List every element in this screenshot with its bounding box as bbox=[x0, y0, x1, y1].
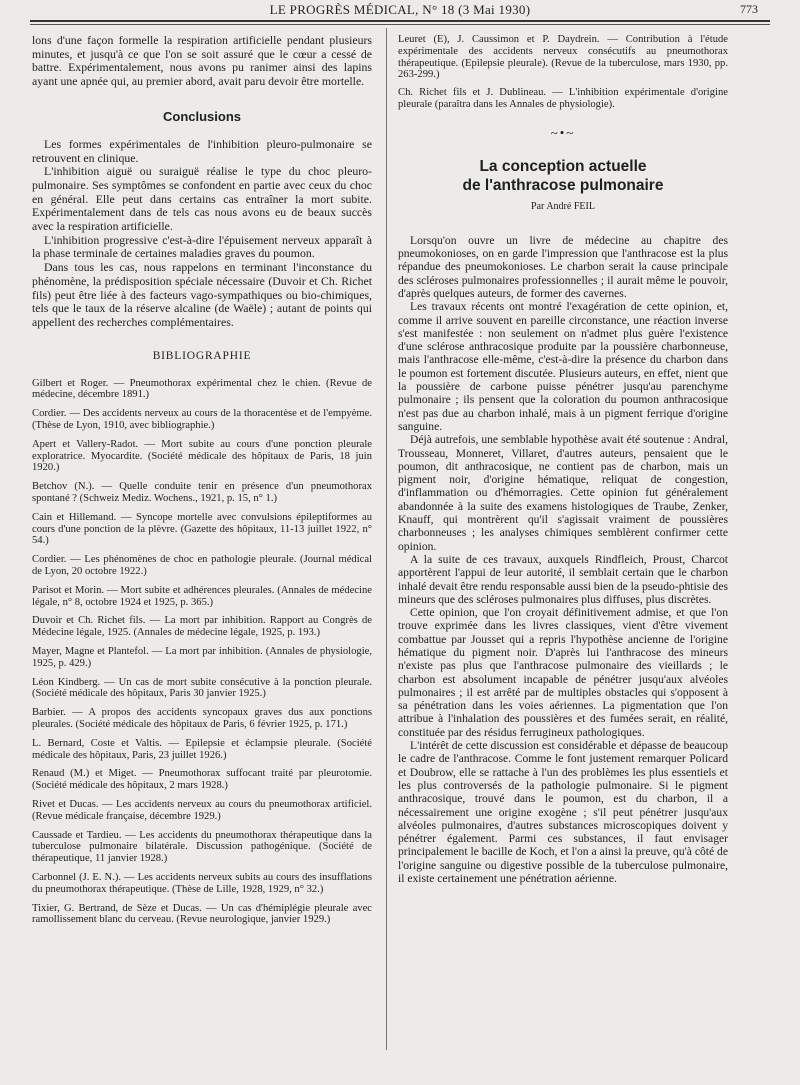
article-paragraph: Lorsqu'on ouvre un livre de médecine au chapitre des pneumokonioses, on en garde l'impression que l'anthracose est la plus répandue des pneumokonioses. Le charbon serait la cause principale des scléroses pulmonaires professionnelles ; il aurait même le pouvoir, d'après quelques auteurs, de former des cavernes. bbox=[398, 233, 728, 300]
article-title-line-1: La conception actuelle bbox=[479, 157, 647, 175]
article-paragraph: A la suite de ces travaux, auxquels Rindfleich, Proust, Charcot apportèrent l'appui de leur autorité, il semblait certain que le charbon inhalé devait être rendu responsable aussi bien de la pseudo-phtisie des mineurs que des scléroses pulmonaires plus diffuses, plus discrètes. bbox=[398, 552, 728, 606]
conclusion-paragraph-2: L'inhibition aiguë ou suraiguë réalise le type du choc pleuro-pulmonaire. Ses symptômes se confondent en partie avec ceux du choc en général. Elle peut dans certains cas entraîner la mort subite. Expérimentalement dans de tels cas nous avons eu de beaux succès avec la respiration artificielle. bbox=[32, 164, 372, 234]
article-paragraph: Déjà autrefois, une semblable hypothèse avait été soutenue : Andral, Trousseau, Monneret, Villaret, d'autres auteurs, pensaient que le poumon, dit anthracosique, ne contient pas de charbon, mais un pigment noir, d'origine hématique, reliquat de congestion, d'inflammation ou d'hémorragies. Cette opinion fut généralement abandonnée à la suite des examens histologiques de Traube, Zenker, Knauff, qui montrèrent qu'il s'agissait vraiment de poussières charbonneuses ; les analyses chimiques semblèrent confirmer cette opinion. bbox=[398, 433, 728, 553]
conclusions-heading: Conclusions bbox=[162, 108, 241, 124]
header-rule bbox=[30, 20, 770, 22]
reference-entry: Leuret (E), J. Caussimon et P. Daydrein. — Contribution à l'étude expérimentale des accidents nerveux consécutifs au pneumothorax thérapeutique. (Epilepsie pleurale). (Revue de la tuberculose, mars 1930, pp. 263-299.) bbox=[398, 34, 728, 81]
bibliography-entry: Renaud (M.) et Miget. — Pneumothorax suffocant traité par pleurotomie. (Société médicale des hôpitaux, 2 mars 1928.) bbox=[32, 768, 372, 792]
bibliography-heading: BIBLIOGRAPHIE bbox=[152, 349, 252, 362]
bibliography-entry: Barbier. — A propos des accidents syncopaux graves dus aux ponctions pleurales. (Société médicale des hôpitaux de Paris, 6 février 1925, p. 171.) bbox=[32, 707, 372, 730]
bibliography-entry: Gilbert et Roger. — Pneumothorax expérimental chez le chien. (Revue de médecine, décembre 1891.) bbox=[32, 377, 372, 401]
journal-running-title: LE PROGRÈS MÉDICAL, N° 18 (3 Mai 1930) bbox=[269, 2, 531, 17]
bibliography-list bbox=[32, 378, 372, 926]
left-column bbox=[32, 34, 372, 933]
bibliography-entry: Cordier. — Les phénomènes de choc en pathologie pleurale. (Journal médical de Lyon, 20 octobre 1922.) bbox=[32, 554, 372, 578]
article-paragraph: Les travaux récents ont montré l'exagération de cette opinion, et, comme il arrive souvent en pareille circonstance, une réaction inverse s'est manifestée : non seulement on n'admet plus guère l'existence d'une sclérose anthracosique produite par la poussière charbonneuse, mais l'anthracose elle-même, c'est-à-dire la présence du charbon dans le poumon est fortement discutée. Plusieurs auteurs, en effet, nient que la poussière de carbone puisse pénétrer jusqu'au parenchyme pulmonaire ; ils pensent que la coloration du poumon anthracosique n'est pas due au charbon inhalé, mais à un pigment ferrique d'origine sanguine. bbox=[398, 300, 728, 433]
intro-paragraph: lons d'une façon formelle la respiration artificielle pendant plusieurs minutes, et jusqu'à ce que l'on se soit assuré que le cœur a cessé de battre. Expérimentalement, nous avons pu ranimer ainsi des lapins ayant une apnée qui, au premier abord, avait paru devoir être mortelle. bbox=[32, 33, 372, 89]
bibliography-entry: Parisot et Morin. — Mort subite et adhérences pleurales. (Annales de médecine légale, n° 8, octobre 1924 et 1925, p. 365.) bbox=[32, 584, 372, 608]
article-title bbox=[398, 157, 728, 195]
column-divider bbox=[386, 28, 387, 1050]
ornament-divider: ~•~ bbox=[550, 124, 576, 140]
bibliography-entry: Caussade et Tardieu. — Les accidents du pneumothorax thérapeutique dans la tuberculose pulmonaire bilatérale. Discussion pathogénique. (Société de thérapeutique, 11 janvier 1928.) bbox=[32, 829, 372, 865]
bibliography-entry: Apert et Vallery-Radot. — Mort subite au cours d'une ponction pleurale exploratrice. Myocardite. (Société médicale des hôpitaux de Paris, 18 juin 1920.) bbox=[32, 438, 372, 474]
bibliography-entry: Mayer, Magne et Plantefol. — La mort par inhibition. (Annales de physiologie, 1925, p. 429.) bbox=[32, 646, 372, 669]
right-column bbox=[398, 34, 728, 885]
article-title-line-2: de l'anthracose pulmonaire bbox=[462, 176, 664, 194]
bibliography-entry: Cordier. — Des accidents nerveux au cours de la thoracentèse et de l'empyème. (Thèse de Lyon, 1910, avec bibliographie.) bbox=[32, 408, 372, 432]
bibliography-entry: Betchov (N.). — Quelle conduite tenir en présence d'un pneumothorax spontané ? (Schweiz Mediz. Wochens., 1921, p. 15, n° 1.) bbox=[32, 481, 372, 505]
article-paragraph: L'intérêt de cette discussion est considérable et dépasse de beaucoup le cadre de l'anthracose. Comme le font justement remarquer Policard et Doubrow, elle se rattache à l'un des problèmes les plus essentiels et les plus controversés de la pathologie pulmonaire. Si le pigment anthracosique, trouvé dans le poumon, est du charbon, il a nécessairement une origine exogène ; s'il peut pénétrer jusqu'aux alvéoles pulmonaires, d'autres substances microscopiques doivent y pénétrer également. Parmi ces substances, il faut envisager principalement le bacille de Koch, et l'on a ainsi la preuve, qu'à côté de l'origine sanguine ou digestive possible de la tuberculose pulmonaire, il existe certainement une pénétration aérienne. bbox=[398, 739, 728, 886]
bibliography-entry: L. Bernard, Coste et Valtis. — Epilepsie et éclampsie pleurale. (Société médicale des hôpitaux, Paris, 23 juillet 1926.) bbox=[32, 737, 372, 761]
article-paragraph: Cette opinion, que l'on croyait définitivement admise, et que l'on trouve exprimée dans les livres classiques, vient d'être vivement combattue par Jousset qui a repris l'hypothèse ancienne de l'origine hématique du pigment noir. D'après lui l'anthracose des mineurs n'existe pas plus que l'anthracose pulmonaire des vieillards ; le charbon est absolument incapable de pénétrer jusqu'aux alvéoles pulmonaires ; il est arrêté par de multiples obstacles qui s'opposent à sa pénétration dans les voies aériennes. La pigmentation que l'on attribue à l'inhalation des poussières et des fumées serait, en réalité, constituée par des résidus ferrugineux pathologiques. bbox=[398, 606, 728, 739]
reference-entry: Ch. Richet fils et J. Dublineau. — L'inhibition expérimentale d'origine pleurale (paraîtra dans les Annales de physiologie). bbox=[398, 87, 728, 110]
bibliography-entry: Duvoir et Ch. Richet fils. — La mort par inhibition. Rapport au Congrès de Médecine légale, 1925. (Annales de médecine légale, 1925, p. 193.) bbox=[32, 615, 372, 639]
conclusion-paragraph-1: Les formes expérimentales de l'inhibition pleuro-pulmonaire se retrouvent en clinique. bbox=[32, 136, 372, 165]
bibliography-entry: Tixier, G. Bertrand, de Sèze et Ducas. — Un cas d'hémiplégie pleurale avec ramollissement blanc du cerveau. (Revue neurologique, janvier 1929.) bbox=[32, 902, 372, 926]
conclusion-paragraph-4: Dans tous les cas, nous rappelons en terminant l'inconstance du phénomène, la prédisposition spéciale nécessaire (Duvoir et Ch. Richet fils) peut être liée à des facteurs vago-sympathiques ou bio-chimiques, tels que le taux de la réserve alcaline (de Waële) ; autant de points qui appellent des recherches complémentaires. bbox=[32, 260, 372, 329]
bibliography-entry: Carbonnel (J. E. N.). — Les accidents nerveux subits au cours des insufflations du pneumothorax thérapeutique. (Thèse de Lille, 1928, 1929, n° 32.) bbox=[32, 871, 372, 895]
bibliography-entry: Rivet et Ducas. — Les accidents nerveux au cours du pneumothorax artificiel. (Revue médicale française, décembre 1929.) bbox=[32, 798, 372, 822]
bibliography-entry: Léon Kindberg. — Un cas de mort subite consécutive à la ponction pleurale. (Société médicale des hôpitaux, Paris 30 janvier 1925.) bbox=[32, 676, 372, 700]
header-rule-thin bbox=[30, 24, 770, 25]
continued-references bbox=[398, 34, 728, 111]
page-header bbox=[30, 0, 770, 20]
page-number: 773 bbox=[740, 2, 758, 16]
article-author: Par André FEIL bbox=[531, 200, 595, 212]
bibliography-entry: Cain et Hillemand. — Syncope mortelle avec convulsions épileptiformes au cours d'une ponction de la plèvre. (Gazette des hôpitaux, 11-13 juillet 1922, n° 54.) bbox=[32, 511, 372, 547]
conclusion-paragraph-3: L'inhibition progressive c'est-à-dire l'épuisement nerveux apparaît à la phase terminale de certaines maladies graves du poumon. bbox=[32, 232, 372, 261]
